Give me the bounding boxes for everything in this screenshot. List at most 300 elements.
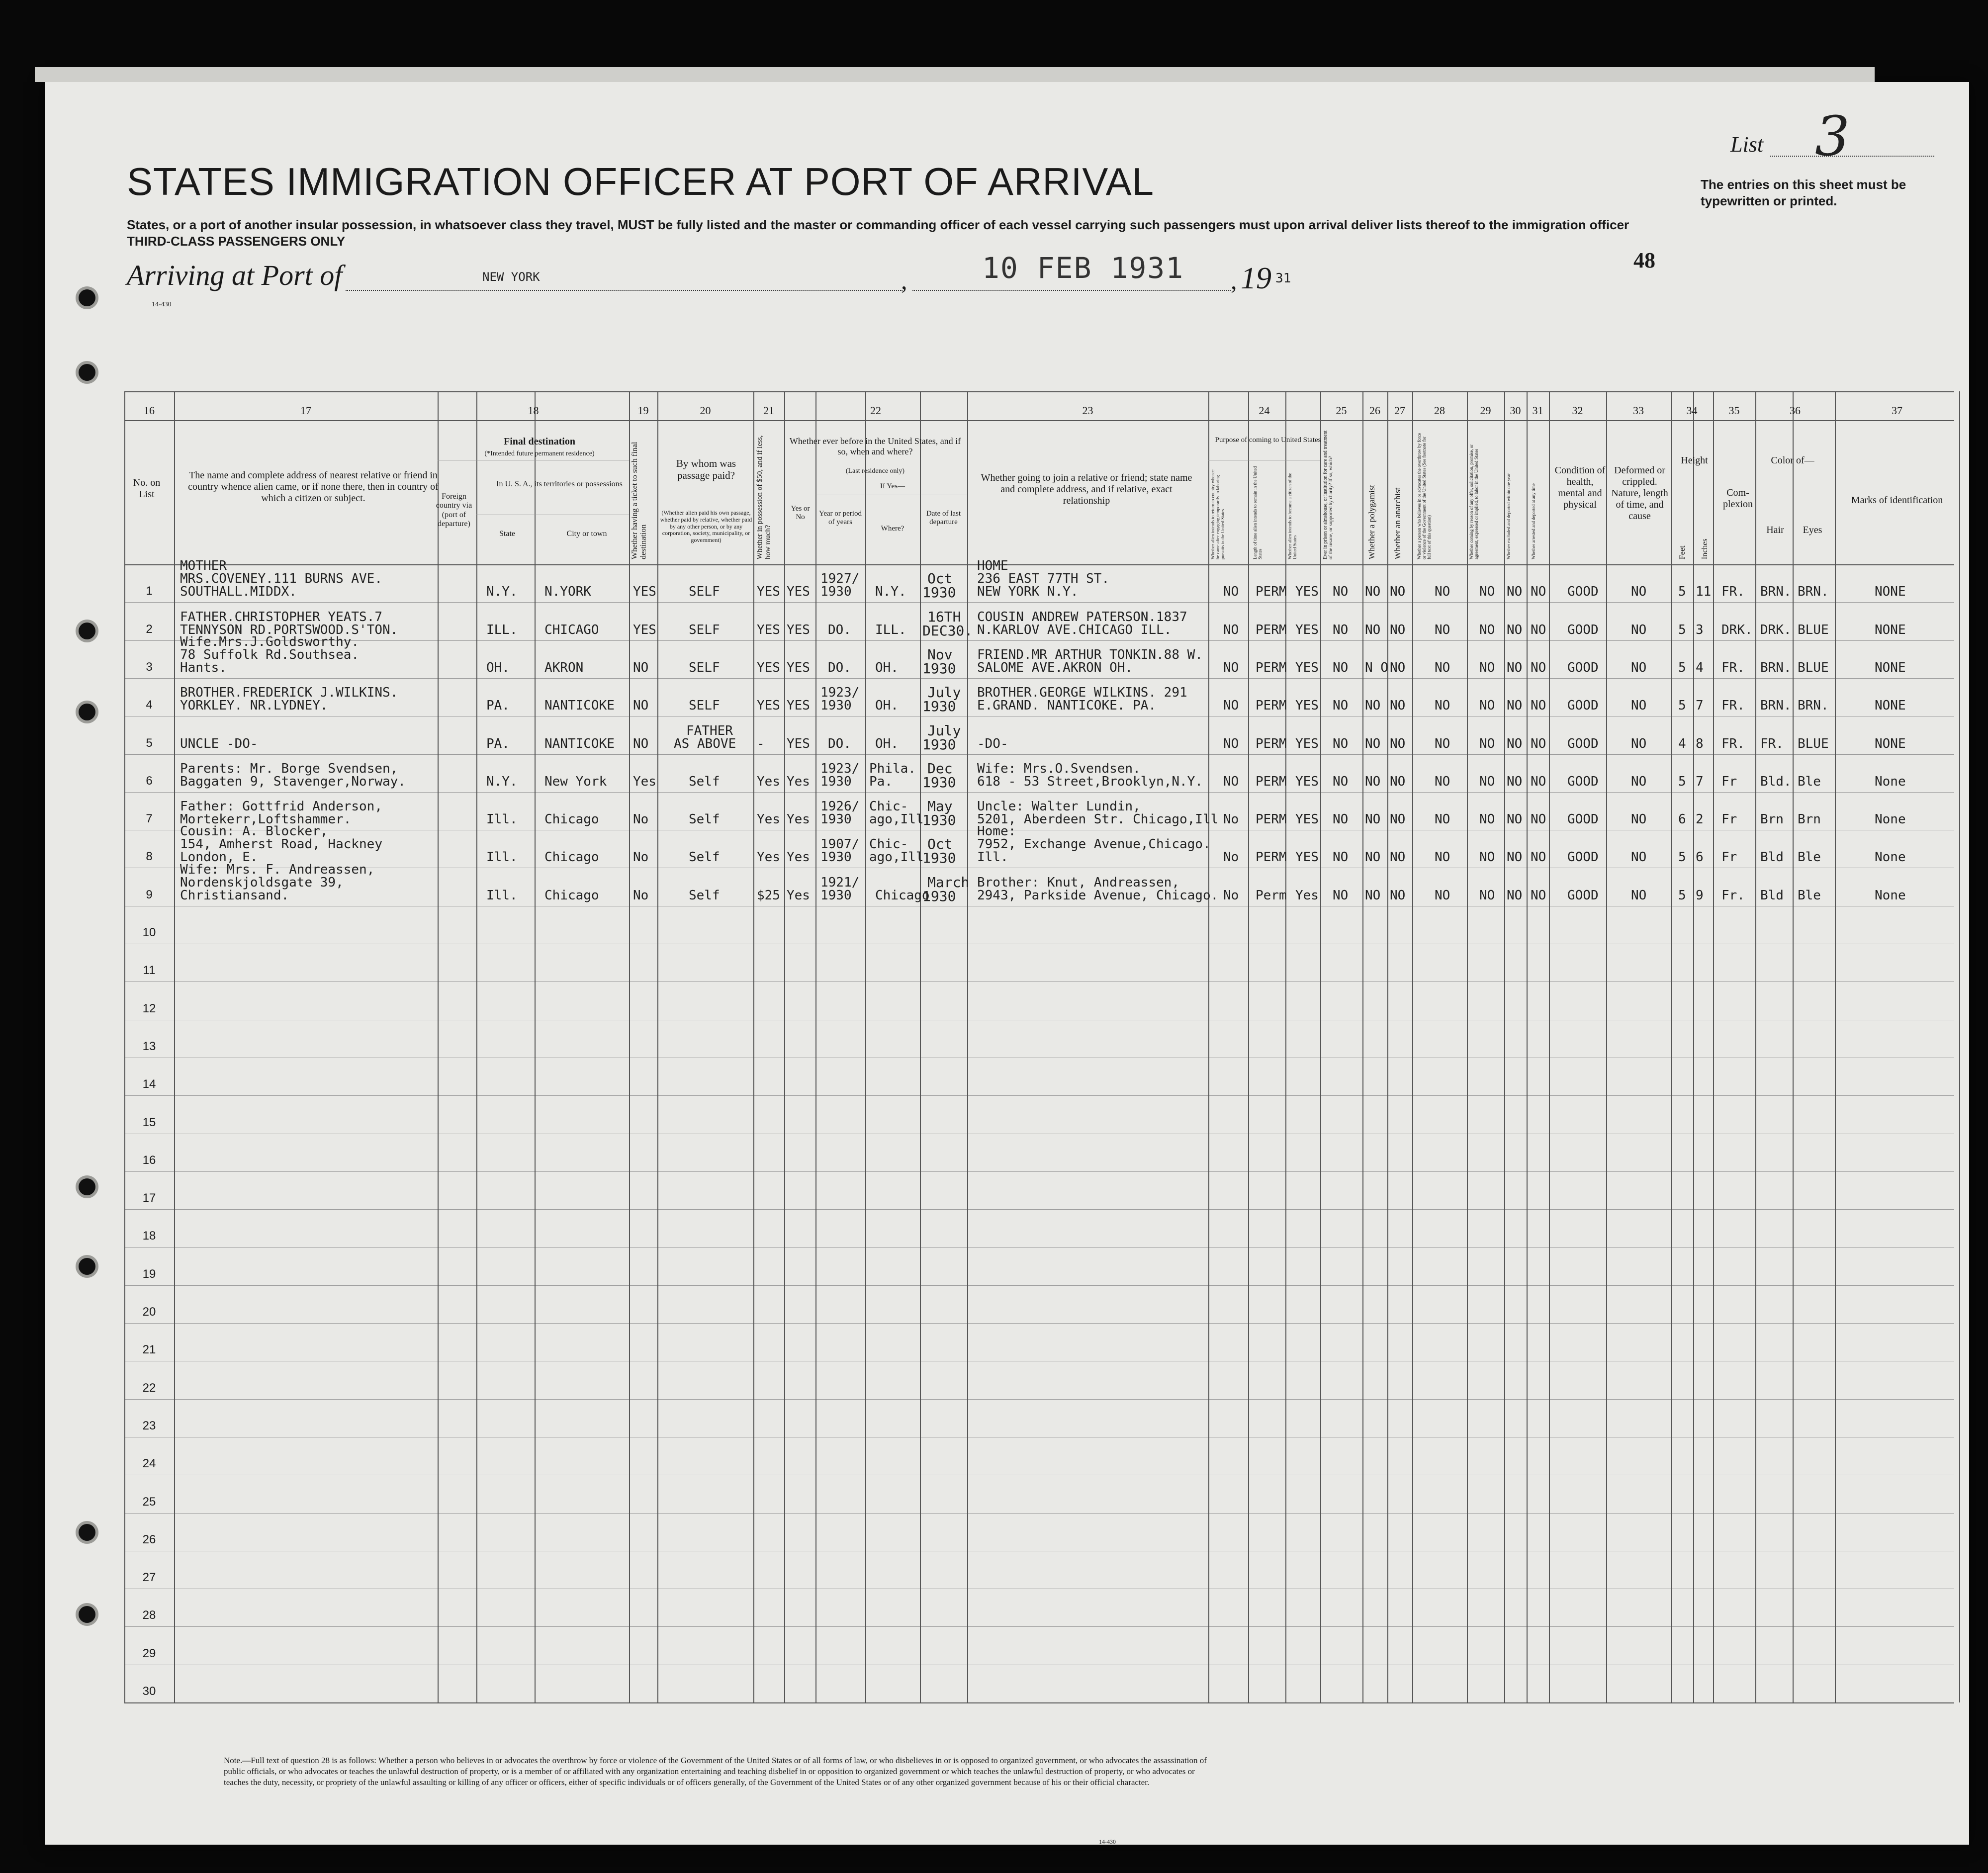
ticket-flag: YES [633,622,656,637]
height-inches: 7 [1696,774,1704,789]
row-number: 2 [146,622,153,636]
join-relative-line: Home: [977,824,1016,839]
intends-return: NO [1223,660,1239,675]
col22-ifyes: If Yes— [880,482,905,490]
row-number: 23 [142,1419,156,1432]
length-of-stay: PERM [1256,622,1287,637]
been-before-flag: YES [787,622,810,637]
prison-flag: NO [1333,812,1349,827]
last-departure-date: 1930 [922,774,956,791]
column-number: 20 [700,404,711,417]
grid-line [124,792,1954,793]
col28-header: Whether a person who believes in or advocates the overthrow by force or violence of the Government of the United States (See footnote for full text of this question) [1417,433,1432,559]
labor-offer-flag: NO [1479,736,1495,751]
length-of-stay: PERM [1256,698,1287,714]
grid-line [124,640,1954,641]
excluded-flag: NO [1507,888,1523,903]
grid-line [1362,391,1363,1702]
complexion: FR. [1721,660,1745,675]
deported-flag: NO [1531,622,1546,637]
intends-return: NO [1223,622,1239,637]
date-underline [912,290,1231,291]
previous-residence: OH. [875,660,899,675]
prison-flag: NO [1333,774,1349,789]
anarchist-flag: NO [1390,774,1406,789]
money-possession: Yes [757,850,780,865]
grid-line [124,1095,1954,1096]
labor-offer-flag: NO [1479,888,1495,903]
col25-header: Ever in prison or almshouse, or institution for care and treatment of the insane, or supported by charity? If so, which? [1323,430,1334,559]
col22-title: Whether ever before in the United States, and if so, when and where? [789,436,961,456]
height-inches: 9 [1696,888,1704,903]
col22-sub: (Last residence only) [845,467,905,475]
row-number: 22 [142,1381,156,1395]
labor-offer-flag: NO [1479,660,1495,675]
identification-marks: None [1875,812,1906,827]
row-number: 14 [142,1077,156,1091]
col24-a: Whether alien intends to return to country whence he came after engaging temporarily in laboring pursuits in the United States [1210,469,1225,559]
complexion: Fr [1721,774,1737,789]
length-of-stay: PERM [1256,736,1287,751]
deformed-flag: NO [1631,888,1647,903]
col20-main: By whom was passage paid? [676,457,736,482]
been-before-flag: YES [787,660,810,675]
previous-residence: Chic- [869,837,908,852]
row-number: 21 [142,1343,156,1357]
complexion: Fr [1721,850,1737,865]
deformed-flag: NO [1631,584,1647,600]
list-number: 3 [1815,104,1850,168]
length-of-stay: PERM [1256,660,1287,675]
grid-line [967,391,968,1702]
years-in-us: 1930 [820,584,852,600]
intends-citizen: YES [1295,698,1319,714]
previous-residence: Chicago [875,888,930,903]
polygamist-flag: NO [1365,774,1381,789]
been-before-flag: YES [787,698,810,714]
length-of-stay: PERM [1256,812,1287,827]
excluded-flag: NO [1507,622,1523,637]
destination-city: NANTICOKE [544,736,615,751]
col22-year: Year or period of years [819,510,862,527]
passage-paid-by: Self [689,812,720,827]
row-number: 7 [146,812,153,826]
passage-paid-by: SELF [689,584,720,600]
excluded-flag: NO [1507,736,1523,751]
column-number: 18 [528,404,539,417]
years-in-us: 1923/ [820,761,860,776]
join-relative-line: NEW YORK N.Y. [977,584,1079,600]
hair-color: Bld [1760,850,1784,865]
instructions: The entries on this sheet must be typewritten or printed. [1701,177,1906,208]
health-condition: GOOD [1567,736,1599,751]
join-relative-line: COUSIN ANDREW PATERSON.1837 [977,609,1187,624]
row-number: 15 [142,1115,156,1129]
length-of-stay: Perm [1256,888,1287,903]
last-departure-date: Oct [927,570,953,587]
row-number: 1 [146,584,153,598]
col16-header: No. on List [133,477,161,500]
relative-address-line: 78 Suffolk Rd.Southsea. [180,647,360,662]
money-possession: YES [757,698,780,714]
destination-state: ILL. [486,622,518,637]
excluded-flag: NO [1507,774,1523,789]
row-number: 5 [146,736,153,750]
deformed-flag: NO [1631,812,1647,827]
row-number: 27 [142,1571,156,1585]
deformed-flag: NO [1631,660,1647,675]
grid-line [438,391,439,1702]
grid-line [1504,391,1505,1702]
grid-line [124,420,1954,421]
health-condition: GOOD [1567,774,1599,789]
year-suffix: 31 [1275,271,1291,286]
ticket-flag: Yes [633,774,656,789]
eye-color: Ble [1798,888,1821,903]
previous-residence: Phila. [869,761,916,776]
join-relative-line: 2943, Parkside Avenue, Chicago. [977,888,1219,903]
last-departure-date: 1930 [922,888,956,904]
identification-marks: NONE [1875,584,1906,600]
grid-line [1387,391,1388,1702]
col23-header: Whether going to join a relative or friend; state name and complete address, and if relative, exact relationship [981,472,1192,506]
col36-eyes: Eyes [1803,525,1822,535]
intends-citizen: YES [1295,622,1319,637]
column-number: 35 [1728,404,1740,417]
length-of-stay: PERM [1256,774,1287,789]
previous-residence: Chic- [869,799,908,814]
been-before-flag: YES [787,736,810,751]
height-inches: 2 [1696,812,1704,827]
col18-city: City or town [566,530,607,538]
ticket-flag: NO [633,660,649,675]
last-departure-date: July [927,684,961,701]
grid-line [124,1323,1954,1324]
previous-residence: N.Y. [875,584,906,600]
destination-state: Ill. [486,888,518,903]
height-inches: 4 [1696,660,1704,675]
height-inches: 3 [1696,622,1704,637]
money-possession: YES [757,660,780,675]
years-in-us: 1921/ [820,875,860,890]
grid-line [124,1702,1954,1703]
previous-residence: ago,Ill [869,850,924,865]
polygamist-flag: N O [1365,660,1388,675]
complexion: Fr. [1721,888,1745,903]
anarchist-flag: NO [1390,888,1406,903]
column-number: 26 [1369,404,1380,417]
eye-color: Ble [1798,774,1821,789]
row-number: 16 [142,1153,156,1167]
relative-address-line: SOUTHALL.MIDDX. [180,584,297,600]
hair-color: DRK. [1760,622,1792,637]
destination-state: OH. [486,660,510,675]
ticket-flag: No [633,850,649,865]
binder-hole [79,623,95,639]
column-number: 33 [1633,404,1644,417]
previous-residence: OH. [875,736,899,751]
row-number: 10 [142,926,156,939]
relative-address-line: Cousin: A. Blocker, [180,824,328,839]
binder-hole [79,1524,95,1541]
row-number: 24 [142,1457,156,1471]
column-number: 17 [300,404,311,417]
join-relative-line: BROTHER.GEORGE WILKINS. 291 [977,685,1187,701]
grid-line [124,1626,1954,1627]
arriving-label: Arriving at Port of [127,259,343,291]
passage-paid-by: SELF [689,698,720,714]
row-number: 30 [142,1685,156,1698]
deported-flag: NO [1531,888,1546,903]
column-number: 30 [1510,404,1521,417]
col18-foreign: Foreign country via (port of departure) [436,492,472,529]
identification-marks: NONE [1875,698,1906,714]
relative-address-line: Nordenskjoldsgate 39, [180,875,344,890]
money-possession: YES [757,622,780,637]
identification-marks: NONE [1875,736,1906,751]
join-relative-line: 618 - 53 Street,Brooklyn,N.Y. [977,774,1203,789]
col22-where: Where? [881,525,904,533]
grid-line [784,391,785,1702]
destination-city: Chicago [544,850,599,865]
last-departure-date: 16TH [927,608,961,625]
grid-line [1693,391,1694,1702]
column-number: 31 [1532,404,1543,417]
relative-address-line: FATHER.CHRISTOPHER YEATS.7 [180,609,382,624]
grid-line [1606,391,1607,1702]
last-departure-date: 1930 [922,698,956,715]
row-number: 29 [142,1646,156,1660]
last-departure-date: Nov [927,646,953,663]
col27-header: Whether an anarchist [1393,487,1402,559]
relative-address-line: Wife: Mrs. F. Andreassen, [180,862,375,877]
column-number: 34 [1686,404,1698,417]
intends-return: No [1223,850,1239,865]
binder-hole [79,1606,95,1623]
column-number: 25 [1336,404,1347,417]
sheet-number: 48 [1633,248,1655,272]
row-number: 9 [146,888,153,901]
join-relative-line: 7952, Exchange Avenue,Chicago. [977,837,1211,852]
column-number: 22 [870,404,881,417]
money-possession: YES [757,584,780,600]
manifest-sheet [45,82,1969,1845]
page-title: STATES IMMIGRATION OFFICER AT PORT OF ARRIVAL [127,160,1155,203]
relative-address-line: TENNYSON RD.PORTSWOOD.S'TON. [180,622,398,637]
row-number: 25 [142,1495,156,1509]
destination-city: CHICAGO [544,622,599,637]
last-departure-date: 1930 [922,850,956,867]
grid-line [815,391,816,1702]
arrival-date-stamp: 10 FEB 1931 [982,251,1184,285]
polygamist-flag: NO [1365,888,1381,903]
health-condition: GOOD [1567,660,1599,675]
relative-address-line: Christiansand. [180,888,289,903]
grid-line [124,1247,1954,1248]
been-before-flag: Yes [787,850,810,865]
deported-flag: NO [1531,736,1546,751]
binder-hole [79,1258,95,1275]
health-condition: GOOD [1567,812,1599,827]
grid-line [124,981,1954,982]
anarchist-flag: NO [1390,850,1406,865]
grid-line [1467,391,1468,1702]
polygamist-flag: NO [1365,584,1381,600]
join-relative-line: HOME [977,558,1008,574]
passage-paid-by: Self [689,774,720,789]
grid-line [920,391,921,1702]
polygamist-flag: NO [1365,736,1381,751]
prison-flag: NO [1333,660,1349,675]
grid-line [1793,391,1794,1702]
col24-b: Length of time alien intends to remain in the United States [1253,466,1263,559]
destination-state: N.Y. [486,584,518,600]
last-departure-date: March [927,874,970,891]
comma-1: , [901,267,907,294]
destination-state: Ill. [486,850,518,865]
column-number: 37 [1892,404,1902,417]
grid-line [124,1513,1954,1514]
hair-color: BRN. [1760,584,1792,600]
health-condition: GOOD [1567,850,1599,865]
col21-header: Whether in possession of $50, and if less, how much? [756,435,772,559]
anarchist-flag: NO [1390,660,1406,675]
col34-feet: Feet [1678,545,1687,559]
relative-address-line: YORKLEY. NR.LYDNEY. [180,698,328,714]
col24-c: Whether alien intends to become a citizen of the United States [1287,473,1297,559]
health-condition: GOOD [1567,622,1599,637]
health-condition: GOOD [1567,584,1599,600]
class-line: THIRD-CLASS PASSENGERS ONLY [127,234,346,249]
passage-paid-by: SELF [689,622,720,637]
binder-hole [79,704,95,720]
q28-flag: NO [1435,850,1450,865]
grid-line [865,391,866,1702]
hair-color: Bld. [1760,774,1792,789]
years-in-us: 1930 [820,774,852,789]
deformed-flag: NO [1631,774,1647,789]
length-of-stay: PERM [1256,850,1287,865]
col33-header: Deformed or crippled. Nature, length of time, and cause [1611,465,1668,522]
grid-line [124,678,1954,679]
years-in-us: 1927/ [820,571,860,587]
row-number: 12 [142,1001,156,1015]
destination-state: Ill. [486,812,518,827]
grid-line [124,1285,1954,1286]
deformed-flag: NO [1631,698,1647,714]
years-in-us: 1907/ [820,837,860,852]
been-before-flag: Yes [787,888,810,903]
relative-address-line: Mortekerr,Loftshammer. [180,812,352,827]
money-possession: Yes [757,774,780,789]
money-possession: - [757,736,765,751]
intends-return: NO [1223,774,1239,789]
years-in-us: 1930 [820,850,852,865]
deported-flag: NO [1531,850,1546,865]
eye-color: BLUE [1798,622,1829,637]
grid-line [174,391,175,1702]
relative-address-line: UNCLE -DO- [180,736,258,751]
last-departure-date: 1930 [922,584,956,601]
grid-line [124,754,1954,755]
relative-address-line: 154, Amherst Road, Hackney [180,837,382,852]
col34-title: Height [1681,455,1708,466]
last-departure-date: DEC30. [922,622,973,639]
grid-line [1549,391,1550,1702]
years-in-us: 1930 [820,812,852,827]
list-label [1730,132,1763,157]
row-number: 3 [146,660,153,674]
grid-line [124,1171,1954,1172]
height-feet: 5 [1678,584,1686,600]
row-number: 13 [142,1039,156,1053]
eye-color: Ble [1798,850,1821,865]
complexion: FR. [1721,698,1745,714]
anarchist-flag: NO [1390,812,1406,827]
prison-flag: NO [1333,622,1349,637]
row-number: 8 [146,850,153,864]
polygamist-flag: NO [1365,622,1381,637]
intends-citizen: YES [1295,850,1319,865]
hair-color: FR. [1760,736,1784,751]
intends-return: NO [1223,698,1239,714]
footer-form-number: 14-430 [1099,1838,1116,1845]
column-number: 36 [1790,404,1801,417]
port-value: NEW YORK [482,270,540,284]
height-feet: 6 [1678,812,1686,827]
page-edge [35,67,1875,82]
previous-residence: OH. [875,698,899,714]
intends-return: NO [1223,736,1239,751]
grid-line [1248,391,1249,1702]
grid-line [124,1399,1954,1400]
complexion: FR. [1721,736,1745,751]
deformed-flag: NO [1631,736,1647,751]
prison-flag: NO [1333,888,1349,903]
join-relative-line: Wife: Mrs.O.Svendsen. [977,761,1141,776]
complexion: DRK. [1721,622,1753,637]
last-departure-date: Oct [927,836,953,853]
year-prefix: 19 [1241,262,1271,295]
binder-hole [79,1178,95,1195]
col26-header: Whether a polygamist [1367,484,1376,559]
years-in-us: 1923/ [820,685,860,701]
years-in-us: DO. [828,622,851,637]
health-condition: GOOD [1567,888,1599,903]
relative-address-line: Hants. [180,660,227,675]
anarchist-flag: NO [1390,622,1406,637]
grid-line [753,391,754,1702]
passage-paid-by: FATHER [686,723,733,738]
intends-citizen: Yes [1295,888,1319,903]
money-possession: Yes [757,812,780,827]
destination-city: Chicago [544,812,599,827]
polygamist-flag: NO [1365,850,1381,865]
labor-offer-flag: NO [1479,622,1495,637]
grid-line [1835,391,1836,1702]
destination-city: Chicago [544,888,599,903]
height-feet: 5 [1678,622,1686,637]
labor-offer-flag: NO [1479,812,1495,827]
relative-address-line: Father: Gottfrid Anderson, [180,799,382,814]
join-relative-line: Uncle: Walter Lundin, [977,799,1141,814]
col31-header: Whether arrested and deported at any time [1531,483,1536,559]
column-number: 16 [144,404,155,417]
col18-usa: In U. S. A., its territories or possessions [496,480,623,488]
height-inches: 6 [1696,850,1704,865]
deported-flag: NO [1531,660,1546,675]
years-in-us: DO. [828,660,851,675]
